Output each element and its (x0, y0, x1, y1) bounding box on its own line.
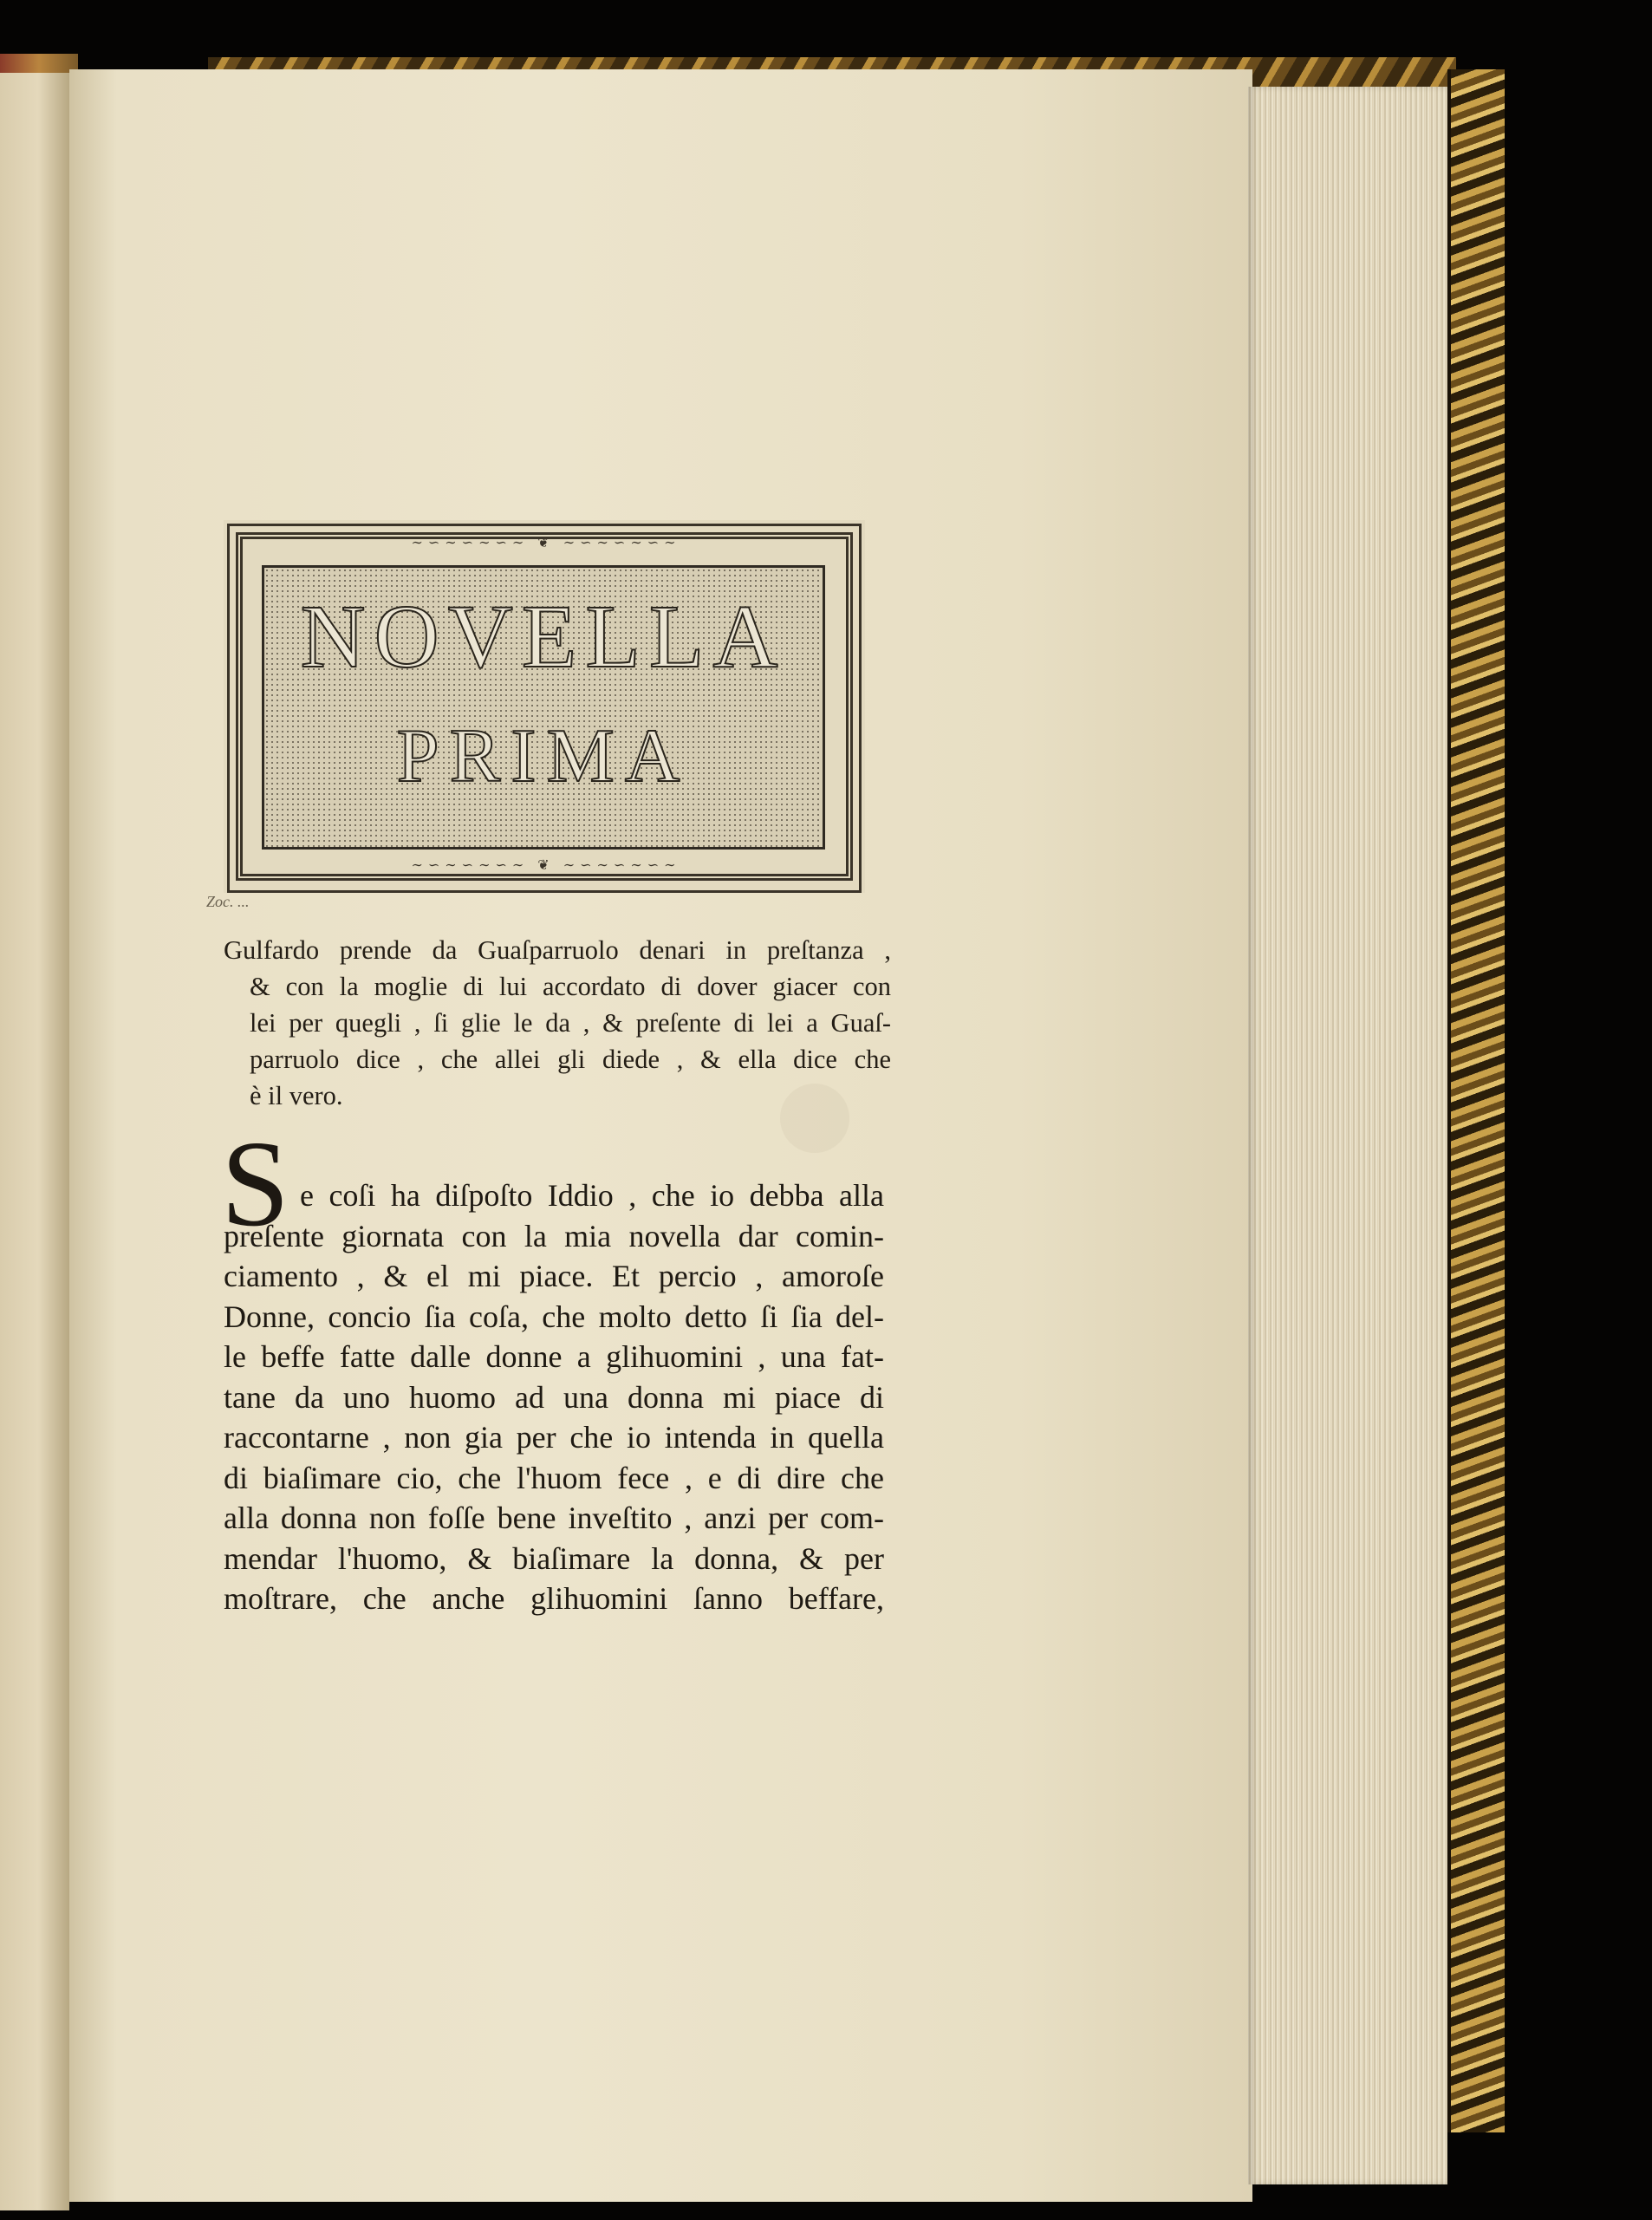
drop-cap-initial: S (221, 1115, 289, 1252)
argument-line: & con la moglie di lui accordato di dover giacer con (250, 972, 891, 1001)
left-page-edge (0, 61, 69, 2210)
plate-title-line2: PRIMA (396, 714, 691, 798)
body-line: le beffe fatte dalle donne a glihuomini , una fat- (224, 1339, 884, 1374)
paper-stain (780, 1084, 849, 1153)
argument-line: parruolo dice , che allei gli diede , & ella dice che (250, 1045, 891, 1074)
left-cover-edge (0, 54, 78, 73)
novella-argument (224, 932, 891, 1114)
gilt-spine (1447, 69, 1505, 2132)
argument-line: è il vero. (250, 1081, 343, 1110)
page-stack-edges (1248, 87, 1447, 2184)
body-line: e coſi ha diſpoſto Iddio , che io debba alla (300, 1178, 884, 1213)
engraver-signature: Zoc. ... (206, 893, 250, 910)
body-line: preſente giornata con la mia novella dar comin- (224, 1218, 884, 1253)
body-line: mendar l'huomo, & biaſimare la donna, & per (224, 1540, 884, 1576)
body-line: moſtrare, che anche glihuomini ſanno beffare, (224, 1581, 884, 1616)
body-line: tane da uno huomo ad una donna mi piace di (224, 1379, 884, 1415)
body-line: di biaſimare cio, che l'huom fece , e di dire che (224, 1460, 884, 1495)
plate-ornament-top: ∼∽∼∽∼∽∼ ❦ ∼∽∼∽∼∽∼ (411, 536, 681, 550)
body-line: raccontarne , non gia per che io intenda in quella (224, 1420, 884, 1455)
novella-body-text (224, 1175, 884, 1619)
argument-line: lei per quegli , ſi glie le da , & preſente di lei a Guaſ- (250, 1008, 891, 1038)
body-line: Donne, concio ſia coſa, che molto detto ſi ſia del- (224, 1299, 884, 1334)
body-line: ciamento , & el mi piace. Et percio , amoroſe (224, 1259, 884, 1293)
plate-title-line1: NOVELLA (300, 587, 787, 687)
plate-ornament-bottom: ∼∽∼∽∼∽∼ ❦ ∼∽∼∽∼∽∼ (411, 858, 681, 873)
body-line: alla donna non foſſe bene inveſtito , anzi per com- (224, 1501, 884, 1535)
argument-line: Gulfardo prende da Guaſparruolo denari in preſtanza , (224, 935, 891, 965)
